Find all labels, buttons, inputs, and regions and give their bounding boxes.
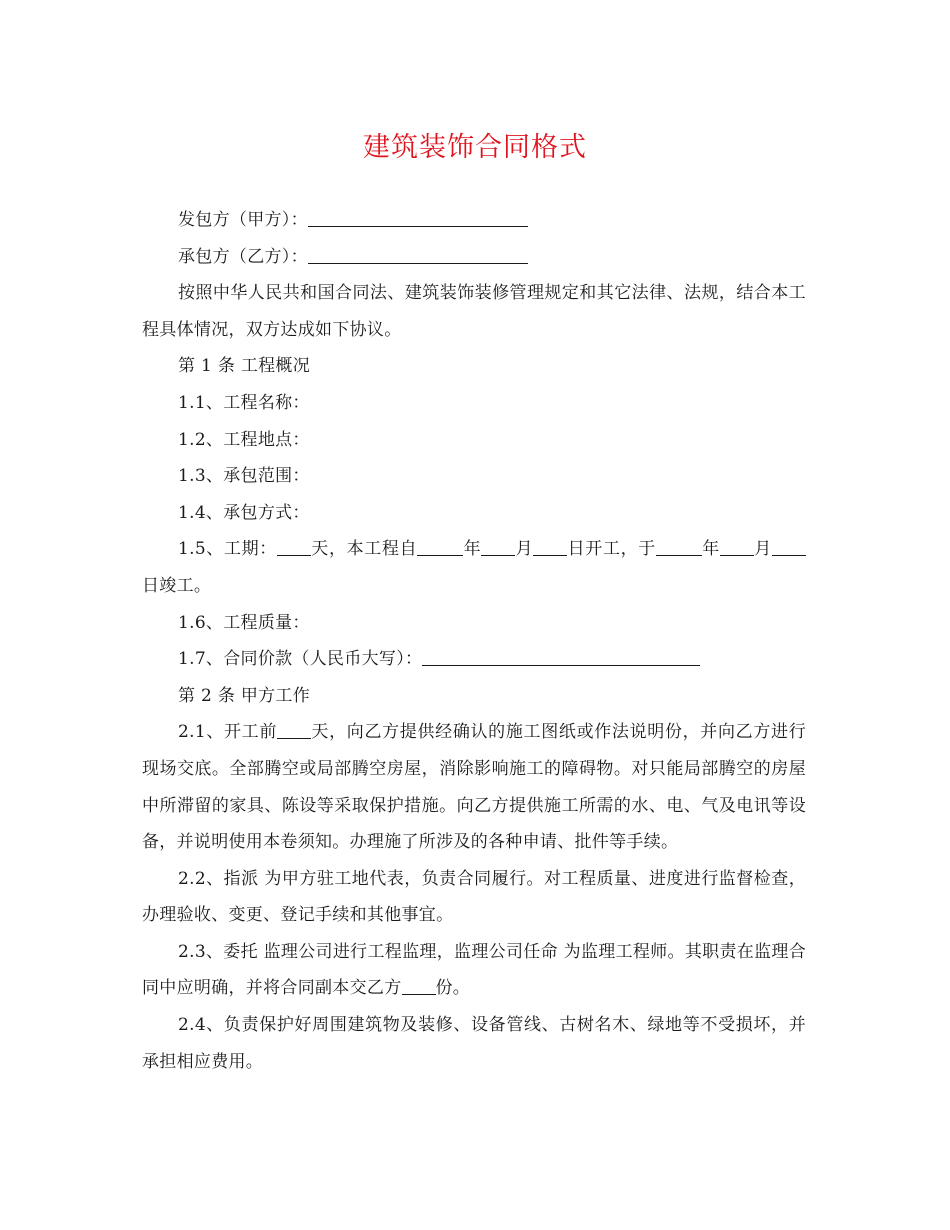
days-before-start-blank (277, 718, 311, 739)
start-year-blank (417, 535, 463, 556)
document-title: 建筑装饰合同格式 (363, 132, 587, 163)
party-b-blank (308, 243, 528, 264)
item-1-4: 1.4、承包方式： (178, 502, 310, 523)
item-2-1-text: 天，向乙方提供经确认的施工图纸或作法说明份，并向乙方进行现场交底。全部腾空或局部腾空房屋，消除影响施工的障碍物。对只能局部腾空的房屋中所滞留的家具、陈设等采取保护措施。向乙方提供施工所需的水、电、气及电讯等设备，并说明使用本卷须知。办理施了所涉及的各种申请、批件等手续。 (142, 722, 806, 853)
item-1-5-text-3: 月 (515, 539, 534, 560)
contract-price-blank (422, 645, 700, 666)
item-1-2: 1.2、工程地点： (178, 429, 310, 450)
item-1-5-text-6: 月 (753, 539, 772, 560)
item-1-7 (142, 641, 806, 678)
end-month-blank (720, 535, 754, 556)
item-1-5-text-4: 日开工，于 (567, 539, 656, 560)
item-2-1-prefix: 2.1、开工前 (178, 722, 278, 743)
days-blank (277, 535, 311, 556)
item-1-5-text-2: 年 (463, 539, 482, 560)
item-1-5 (142, 531, 806, 604)
party-a-label: 发包方（甲方）： (178, 210, 308, 230)
item-2-3-suffix: 份。 (435, 978, 471, 999)
end-year-blank (656, 535, 702, 556)
item-1-5-text-5: 年 (701, 539, 720, 560)
article-1-heading: 第 1 条 工程概况 (178, 356, 311, 377)
end-day-blank (772, 535, 806, 556)
item-1-6: 1.6、工程质量： (178, 612, 310, 633)
item-1-5-text-1: 天，本工程自 (310, 539, 418, 560)
preamble-paragraph: 按照中华人民共和国合同法、建筑装饰装修管理规定和其它法律、法规，结合本工程具体情况，双方达成如下协议。 (142, 283, 806, 340)
copies-blank (402, 974, 436, 995)
item-2-3-text: 2.3、委托 监理公司进行工程监理，监理公司任命 为监理工程师。其职责在监理合同中应明确，并将合同副本交乙方 (142, 941, 806, 999)
item-2-3 (142, 934, 806, 1007)
item-1-1: 1.1、工程名称： (178, 392, 310, 413)
party-a-line (142, 202, 806, 239)
item-2-4: 2.4、负责保护好周围建筑物及装修、设备管线、古树名木、绿地等不受损坏，并承担相应费用。 (142, 1015, 806, 1072)
party-a-blank (308, 206, 528, 227)
item-1-5-prefix: 1.5、工期： (178, 539, 277, 560)
article-2-heading: 第 2 条 甲方工作 (178, 685, 311, 706)
start-day-blank (533, 535, 567, 556)
contract-body (142, 202, 806, 1080)
item-1-7-label: 1.7、合同价款（人民币大写）： (178, 649, 423, 670)
item-1-5-text-7: 日竣工。 (142, 575, 212, 596)
item-1-3: 1.3、承包范围： (178, 466, 310, 487)
party-b-line (142, 239, 806, 276)
start-month-blank (481, 535, 515, 556)
item-2-1 (142, 714, 806, 860)
item-2-2: 2.2、指派 为甲方驻工地代表，负责合同履行。对工程质量、进度进行监督检查，办理验收、变更、登记手续和其他事宜。 (142, 868, 806, 926)
party-b-label: 承包方（乙方）： (178, 246, 308, 267)
